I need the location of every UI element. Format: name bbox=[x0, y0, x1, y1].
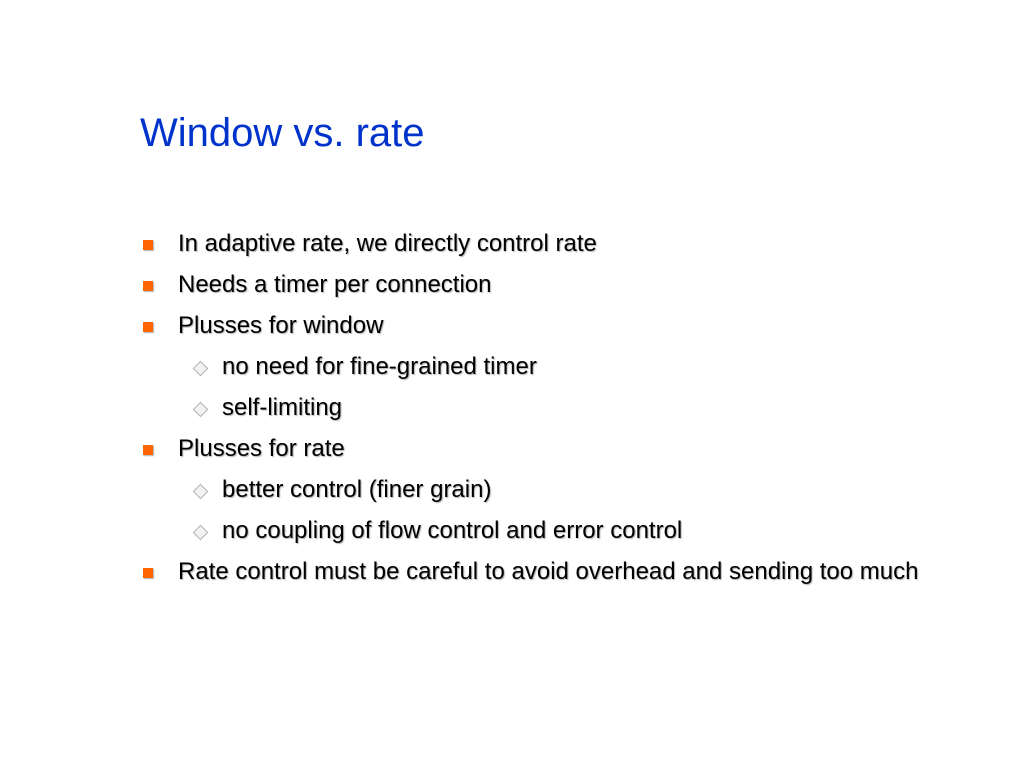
hollow-diamond-bullet-icon bbox=[193, 361, 209, 377]
bullet-item bbox=[140, 269, 1000, 301]
bullet-item bbox=[140, 433, 1000, 465]
bullet-item bbox=[140, 228, 1000, 260]
bullet-text: Rate control must be careful to avoid overhead and sending too much bbox=[178, 558, 919, 585]
orange-square-bullet-icon bbox=[143, 240, 153, 250]
bullet-text: Needs a timer per connection bbox=[178, 271, 492, 298]
orange-square-bullet-icon bbox=[143, 568, 153, 578]
bullet-text: Plusses for rate bbox=[178, 435, 345, 462]
sub-bullet-item bbox=[140, 392, 1000, 424]
hollow-diamond-bullet-icon bbox=[193, 525, 209, 541]
sub-bullet-item bbox=[140, 474, 1000, 506]
orange-square-bullet-icon bbox=[143, 322, 153, 332]
sub-bullet-text: no coupling of flow control and error control bbox=[222, 517, 683, 544]
orange-square-bullet-icon bbox=[143, 445, 153, 455]
bullet-text: In adaptive rate, we directly control rate bbox=[178, 230, 597, 257]
bullet-text: Plusses for window bbox=[178, 312, 384, 339]
sub-bullet-item bbox=[140, 351, 1000, 383]
sub-bullet-text: self-limiting bbox=[222, 394, 343, 421]
bullet-list bbox=[140, 228, 1000, 597]
sub-bullet-text: no need for fine-grained timer bbox=[222, 353, 537, 380]
hollow-diamond-bullet-icon bbox=[193, 402, 209, 418]
bullet-item bbox=[140, 310, 1000, 342]
sub-bullet-item bbox=[140, 515, 1000, 547]
bullet-item bbox=[140, 556, 1000, 588]
slide-title: Window vs. rate bbox=[140, 111, 425, 155]
orange-square-bullet-icon bbox=[143, 281, 153, 291]
sub-bullet-text: better control (finer grain) bbox=[222, 476, 492, 503]
hollow-diamond-bullet-icon bbox=[193, 484, 209, 500]
